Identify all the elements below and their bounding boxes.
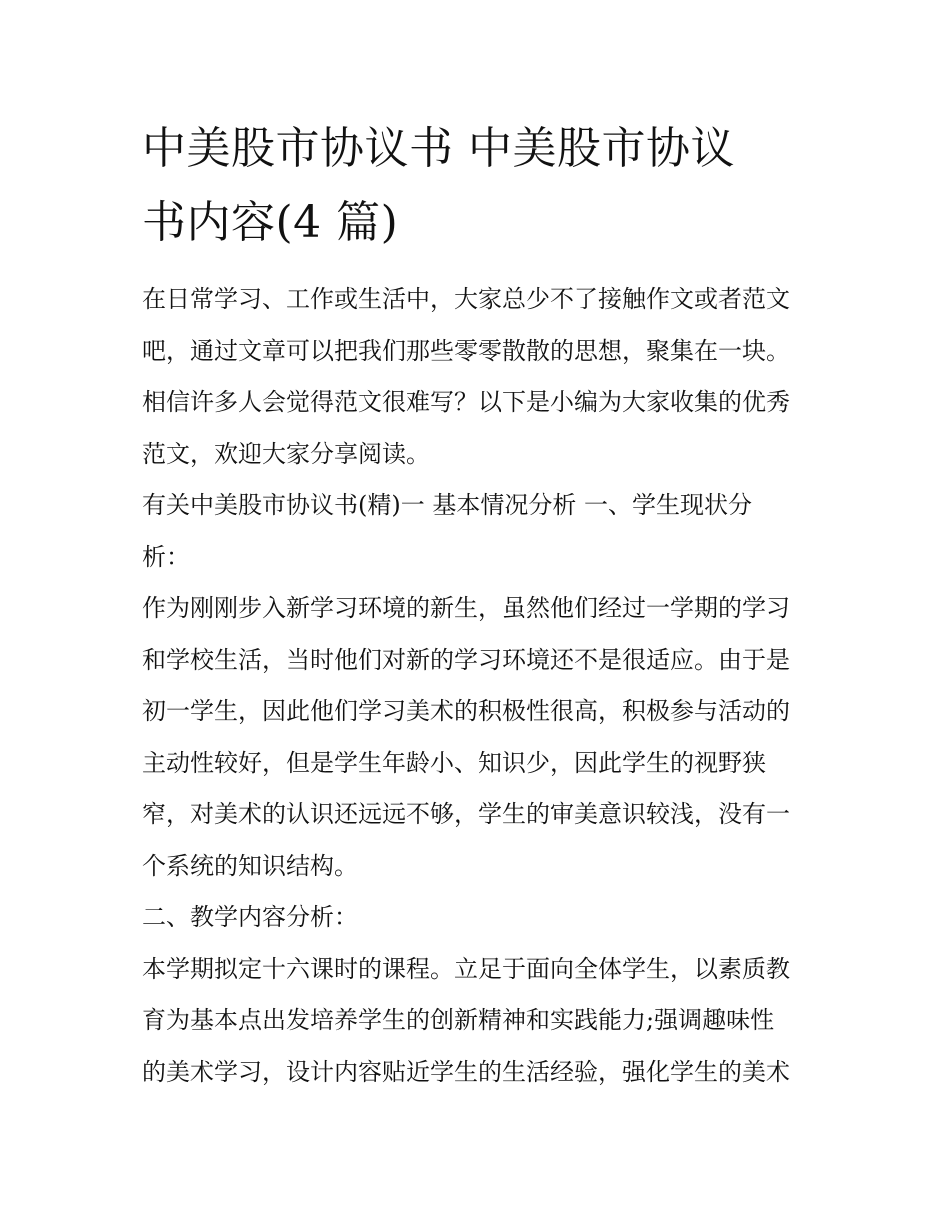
title-line-2-text: 书内容(4 篇) — [142, 197, 399, 248]
title-line-2 — [142, 186, 814, 260]
paragraph-line: 相信许多人会觉得范文很难写？以下是小编为大家收集的优秀 — [142, 388, 790, 416]
paragraph-line: 二、教学内容分析： — [142, 903, 358, 931]
title-line-1: 中美股市协议书 中美股市协议 — [142, 123, 735, 174]
paragraph-line: 有关中美股市协议书(精)一 基本情况分析 一、学生现状分 — [142, 491, 752, 519]
paragraph-line: 个系统的知识结构。 — [142, 851, 358, 880]
paragraph-line: 窄，对美术的认识还远远不够，学生的审美意识较浅，没有一 — [142, 800, 790, 828]
paragraph-line: 初一学生，因此他们学习美术的积极性很高，积极参与活动的 — [142, 697, 790, 725]
paragraph-line: 的美术学习，设计内容贴近学生的生活经验，强化学生的美术 — [142, 1057, 790, 1086]
paragraph-line: 范文，欢迎大家分享阅读。 — [142, 439, 430, 468]
paragraph-line: 作为刚刚步入新学习环境的新生，虽然他们经过一学期的学习 — [142, 594, 790, 622]
paragraph-section-heading — [142, 480, 814, 583]
paragraph-line: 育为基本点出发培养学生的创新精神和实践能力;强调趣味性 — [142, 1006, 775, 1034]
paragraph-line: 在日常学习、工作或生活中，大家总少不了接触作文或者范文 — [142, 285, 790, 313]
paragraph-content-heading — [142, 892, 814, 944]
paragraph-line: 和学校生活，当时他们对新的学习环境还不是很适应。由于是 — [142, 645, 790, 674]
paragraph-content-analysis — [142, 944, 814, 1099]
paragraph-student-status — [142, 583, 814, 892]
document-title — [142, 112, 814, 260]
document-body — [142, 112, 814, 1098]
paragraph-line: 析： — [142, 542, 190, 571]
paragraph-line: 主动性较好，但是学生年龄小、知识少，因此学生的视野狭 — [142, 748, 766, 777]
paragraph-line: 吧，通过文章可以把我们那些零零散散的思想，聚集在一块。 — [142, 336, 790, 365]
paragraph-intro — [142, 274, 814, 480]
paragraph-line: 本学期拟定十六课时的课程。立足于面向全体学生，以素质教 — [142, 954, 790, 983]
